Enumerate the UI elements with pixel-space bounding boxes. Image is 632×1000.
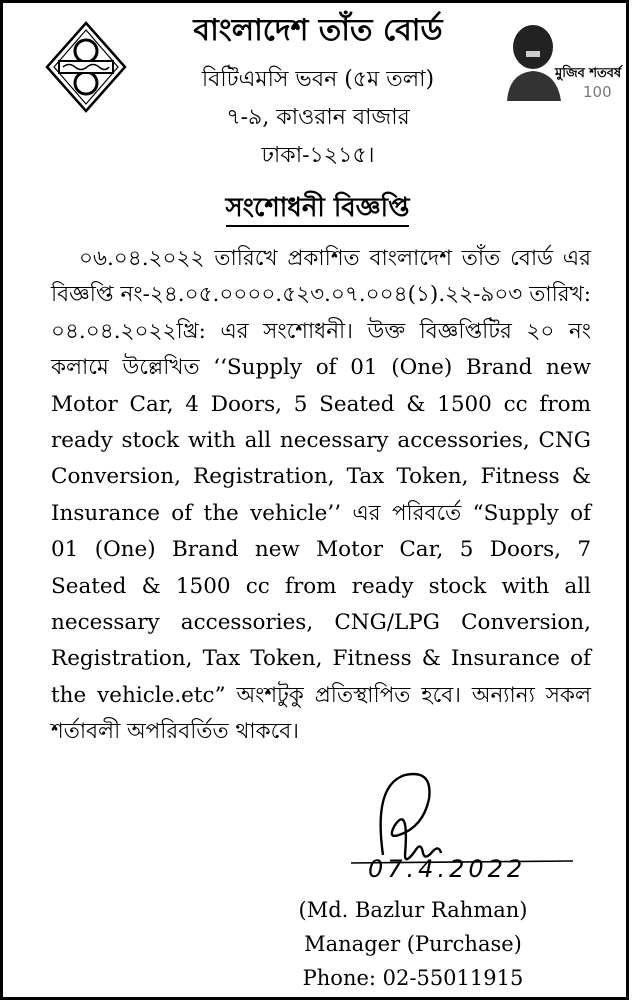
signatory-phone: Phone: 02-55011915	[302, 966, 524, 990]
mujib-logo-number: 100	[583, 83, 612, 101]
signatory-name: (Md. Bazlur Rahman)	[298, 898, 528, 922]
notice-heading-text: সংশোধনী বিজ্ঞপ্তি	[226, 193, 410, 227]
notice-heading	[3, 191, 632, 225]
address-line-building: বিটিএমসি ভবন (৫ম তলা)	[201, 67, 435, 92]
mujib-logo-text: মুজিব শতবর্ষ	[555, 66, 622, 81]
address-line-street: ৭-৯, কাওরান বাজার	[226, 105, 410, 130]
signatory-title: Manager (Purchase)	[304, 932, 522, 956]
signature-date: 07.4.2022	[368, 855, 527, 883]
signature-block	[273, 893, 553, 995]
mujib-100-logo	[499, 17, 622, 101]
organization-name: বাংলাদেশ তাঁত বোর্ড	[193, 13, 443, 48]
board-logo-icon	[45, 21, 127, 113]
address-line-city: ঢাকা-১২১৫।	[261, 143, 375, 168]
notice-body	[51, 241, 591, 751]
notice-paragraph: ০৬.০৪.২০২২ তারিখে প্রকাশিত বাংলাদেশ তাঁত বোর্ড এর বিজ্ঞপ্তি নং-২৪.০৫.০০০০.৫২৩.০৭.০০৪(১).২২-৯০৩ তারিখ: ০৪.০৪.২০২২খ্রি: এর সংশোধনী। উক্ত বিজ্ঞপ্তিটির ২০ নং কলামে উল্লেখিত ‘‘Supply of 01 (One) Brand new Motor Car, 4 Doors, 5 Seated & 1500 cc from ready stock with all necessary accessories, CNG Conversion, Registration, Tax Token, Fitness & Insurance of the vehicle’’ এর পরিবর্তে “Supply of 01 (One) Brand new Motor Car, 5 Doors, 7 Seated & 1500 cc from ready stock with all necessary accessories, CNG/LPG Conversion, Registration, Tax Token, Fitness & Insurance of the vehicle.etc” অংশটুকু প্রতিস্থাপিত হবে। অন্যান্য সকল শর্তাবলী অপরিবর্তিত থাকবে।	[51, 246, 591, 745]
